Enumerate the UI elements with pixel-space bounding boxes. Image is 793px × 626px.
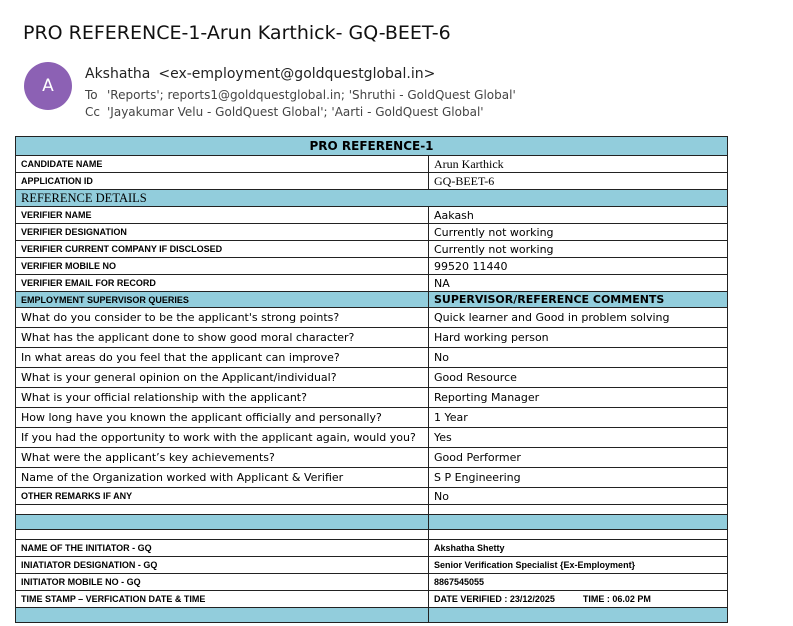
query-answer: No (429, 348, 728, 368)
query-answer: Reporting Manager (429, 388, 728, 408)
queries-header-row (16, 292, 728, 308)
query-row (16, 428, 728, 448)
row-label: CANDIDATE NAME (16, 156, 429, 173)
table-title-row (16, 137, 728, 156)
row-value: Currently not working (429, 224, 728, 241)
sender-line (85, 66, 435, 82)
date-verified: DATE VERIFIED : 23/12/2025 (434, 594, 555, 604)
verifier-row (16, 275, 728, 292)
row-value: Akshatha Shetty (429, 540, 728, 557)
table-title: PRO REFERENCE-1 (16, 137, 728, 156)
row-label: OTHER REMARKS IF ANY (16, 488, 429, 505)
blue-spacer-row (16, 515, 728, 530)
candidate-name-row (16, 156, 728, 173)
section-title: REFERENCE DETAILS (16, 190, 728, 207)
comments-header: SUPERVISOR/REFERENCE COMMENTS (429, 292, 728, 308)
cc-label: Cc (85, 105, 100, 119)
query-answer: Yes (429, 428, 728, 448)
row-value: Senior Verification Specialist {Ex-Employment} (429, 557, 728, 574)
empty-cell (429, 505, 728, 515)
query-answer: S P Engineering (429, 468, 728, 488)
query-answer: Hard working person (429, 328, 728, 348)
initiator-row (16, 540, 728, 557)
query-question: What do you consider to be the applicant's strong points? (16, 308, 429, 328)
row-label: NAME OF THE INITIATOR - GQ (16, 540, 429, 557)
empty-cell (16, 608, 429, 623)
verifier-row (16, 207, 728, 224)
empty-cell (429, 530, 728, 540)
sender-name[interactable]: Akshatha (85, 66, 151, 82)
verifier-row (16, 258, 728, 275)
row-label: TIME STAMP – VERFICATION DATE & TIME (16, 591, 429, 608)
empty-cell (16, 515, 429, 530)
query-question: Name of the Organization worked with Applicant & Verifier (16, 468, 429, 488)
cc-recipients[interactable]: 'Jayakumar Velu - GoldQuest Global'; 'Aarti - GoldQuest Global' (107, 105, 484, 119)
query-row (16, 388, 728, 408)
row-label: APPLICATION ID (16, 173, 429, 190)
queries-header: EMPLOYMENT SUPERVISOR QUERIES (16, 292, 429, 308)
timestamp-value (429, 591, 728, 608)
query-question: How long have you known the applicant officially and personally? (16, 408, 429, 428)
verifier-row (16, 241, 728, 258)
query-answer: Good Performer (429, 448, 728, 468)
row-label: VERIFIER MOBILE NO (16, 258, 429, 275)
application-id-row (16, 173, 728, 190)
query-question: What is your general opinion on the Applicant/individual? (16, 368, 429, 388)
query-row (16, 448, 728, 468)
row-value: 8867545055 (429, 574, 728, 591)
time-verified: TIME : 06.02 PM (582, 594, 651, 604)
reference-table (15, 136, 728, 623)
sender-avatar[interactable]: A (24, 62, 72, 110)
empty-cell (16, 505, 429, 515)
query-question: If you had the opportunity to work with the applicant again, would you? (16, 428, 429, 448)
empty-cell (16, 530, 429, 540)
query-row (16, 408, 728, 428)
query-row (16, 468, 728, 488)
cc-line (85, 105, 484, 119)
row-label: VERIFIER CURRENT COMPANY IF DISCLOSED (16, 241, 429, 258)
row-value: Currently not working (429, 241, 728, 258)
other-remarks-row (16, 488, 728, 505)
empty-cell (429, 608, 728, 623)
row-value: NA (429, 275, 728, 292)
query-row (16, 348, 728, 368)
query-answer: 1 Year (429, 408, 728, 428)
row-value: 99520 11440 (429, 258, 728, 275)
query-question: What were the applicant’s key achievements? (16, 448, 429, 468)
row-label: VERIFIER EMAIL FOR RECORD (16, 275, 429, 292)
blue-spacer-row (16, 608, 728, 623)
row-label: INITIATOR MOBILE NO - GQ (16, 574, 429, 591)
spacer-row (16, 530, 728, 540)
query-question: In what areas do you feel that the applicant can improve? (16, 348, 429, 368)
to-recipients[interactable]: 'Reports'; reports1@goldquestglobal.in; 'Shruthi - GoldQuest Global' (107, 88, 516, 102)
query-answer: Quick learner and Good in problem solving (429, 308, 728, 328)
sender-address[interactable]: <ex-employment@goldquestglobal.in> (158, 66, 436, 82)
query-row (16, 308, 728, 328)
query-row (16, 368, 728, 388)
to-line (85, 88, 516, 102)
to-label: To (85, 88, 98, 102)
verifier-row (16, 224, 728, 241)
query-question: What is your official relationship with the applicant? (16, 388, 429, 408)
query-row (16, 328, 728, 348)
initiator-row (16, 557, 728, 574)
reference-details-row (16, 190, 728, 207)
row-value: Aakash (429, 207, 728, 224)
row-label: VERIFIER DESIGNATION (16, 224, 429, 241)
email-subject: PRO REFERENCE-1-Arun Karthick- GQ-BEET-6 (23, 22, 451, 44)
query-answer: Good Resource (429, 368, 728, 388)
row-value: GQ-BEET-6 (429, 173, 728, 190)
row-label: INIATIATOR DESIGNATION - GQ (16, 557, 429, 574)
spacer-row (16, 505, 728, 515)
row-value: Arun Karthick (429, 156, 728, 173)
timestamp-row (16, 591, 728, 608)
initiator-row (16, 574, 728, 591)
query-question: What has the applicant done to show good moral character? (16, 328, 429, 348)
empty-cell (429, 515, 728, 530)
row-value: No (429, 488, 728, 505)
row-label: VERIFIER NAME (16, 207, 429, 224)
